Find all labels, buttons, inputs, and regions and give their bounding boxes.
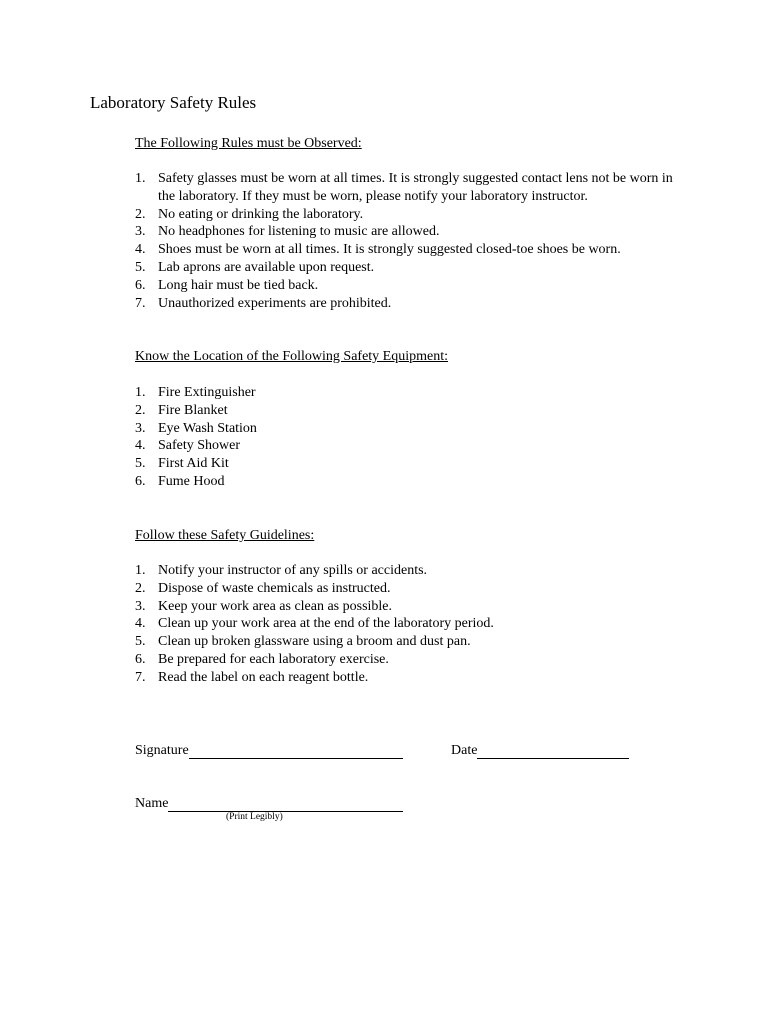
- item-text: Notify your instructor of any spills or accidents.: [158, 563, 428, 578]
- rules-heading: The Following Rules must be Observed:: [135, 136, 362, 151]
- print-legibly-hint: (Print Legibly): [226, 812, 283, 822]
- list-item: [135, 241, 688, 259]
- item-text: Long hair must be tied back.: [158, 277, 319, 293]
- item-text: Shoes must be worn at all times. It is strongly suggested closed-toe shoes be worn.: [158, 242, 621, 258]
- item-number: 6.: [135, 651, 146, 667]
- item-number: 3.: [135, 598, 146, 614]
- item-text: First Aid Kit: [158, 456, 229, 472]
- list-item: [135, 170, 688, 206]
- list-item: [135, 437, 257, 455]
- list-item: [135, 259, 688, 277]
- rules-list: [135, 170, 688, 312]
- name-line[interactable]: [168, 796, 403, 812]
- item-text: Fire Extinguisher: [158, 385, 256, 400]
- list-item: [135, 455, 257, 473]
- item-number: 3.: [135, 224, 146, 240]
- date-label: Date: [451, 743, 478, 758]
- list-item: [135, 669, 494, 687]
- item-number: 1.: [135, 171, 146, 186]
- date-line[interactable]: [477, 743, 629, 759]
- list-item: [135, 206, 688, 224]
- item-text: Unauthorized experiments are prohibited.: [158, 295, 392, 311]
- list-item: [135, 277, 688, 295]
- list-item: [135, 562, 494, 580]
- item-number: 5.: [135, 259, 146, 275]
- item-text: Lab aprons are available upon request.: [158, 259, 375, 275]
- document-title: Laboratory Safety Rules: [90, 93, 257, 112]
- list-item: [135, 651, 494, 669]
- signature-line[interactable]: [189, 743, 403, 759]
- list-item: [135, 295, 688, 313]
- item-number: 2.: [135, 402, 146, 418]
- date-field[interactable]: [451, 742, 629, 759]
- item-number: 4.: [135, 438, 146, 454]
- guidelines-list: [135, 562, 494, 687]
- list-item: [135, 580, 494, 598]
- item-text: No eating or drinking the laboratory.: [158, 206, 364, 222]
- item-number: 7.: [135, 669, 146, 685]
- item-number: 1.: [135, 385, 146, 400]
- item-text: Read the label on each reagent bottle.: [158, 669, 369, 685]
- item-text: Safety glasses must be worn at all times. It is strongly suggested contact lens not be worn in the laboratory. If they must be worn, please notify your laboratory instructor.: [158, 171, 673, 204]
- name-label: Name: [135, 796, 169, 811]
- item-number: 1.: [135, 563, 146, 578]
- signature-field[interactable]: [135, 742, 403, 759]
- item-text: Safety Shower: [158, 438, 241, 454]
- item-text: Fume Hood: [158, 473, 225, 489]
- list-item: [135, 420, 257, 438]
- item-number: 7.: [135, 295, 146, 311]
- item-text: Eye Wash Station: [158, 420, 257, 436]
- guidelines-heading: Follow these Safety Guidelines:: [135, 528, 315, 543]
- list-item: [135, 402, 257, 420]
- list-item: [135, 615, 494, 633]
- item-text: Fire Blanket: [158, 402, 228, 418]
- item-text: No headphones for listening to music are allowed.: [158, 224, 440, 240]
- item-number: 4.: [135, 616, 146, 632]
- item-number: 3.: [135, 420, 146, 436]
- list-item: [135, 598, 494, 616]
- equipment-list: [135, 384, 257, 491]
- item-text: Keep your work area as clean as possible.: [158, 598, 393, 614]
- equipment-heading: Know the Location of the Following Safety Equipment:: [135, 349, 449, 364]
- item-number: 4.: [135, 242, 146, 258]
- item-number: 6.: [135, 277, 146, 293]
- signature-label: Signature: [135, 743, 189, 758]
- list-item: [135, 223, 688, 241]
- list-item: [135, 633, 494, 651]
- item-number: 5.: [135, 456, 146, 472]
- item-text: Clean up broken glassware using a broom and dust pan.: [158, 634, 471, 650]
- item-text: Be prepared for each laboratory exercise.: [158, 651, 389, 667]
- item-number: 2.: [135, 206, 146, 222]
- item-text: Dispose of waste chemicals as instructed.: [158, 580, 391, 596]
- list-item: [135, 473, 257, 491]
- list-item: [135, 384, 257, 402]
- item-text: Clean up your work area at the end of the laboratory period.: [158, 616, 494, 632]
- item-number: 2.: [135, 580, 146, 596]
- name-field[interactable]: [135, 795, 403, 812]
- item-number: 5.: [135, 634, 146, 650]
- item-number: 6.: [135, 473, 146, 489]
